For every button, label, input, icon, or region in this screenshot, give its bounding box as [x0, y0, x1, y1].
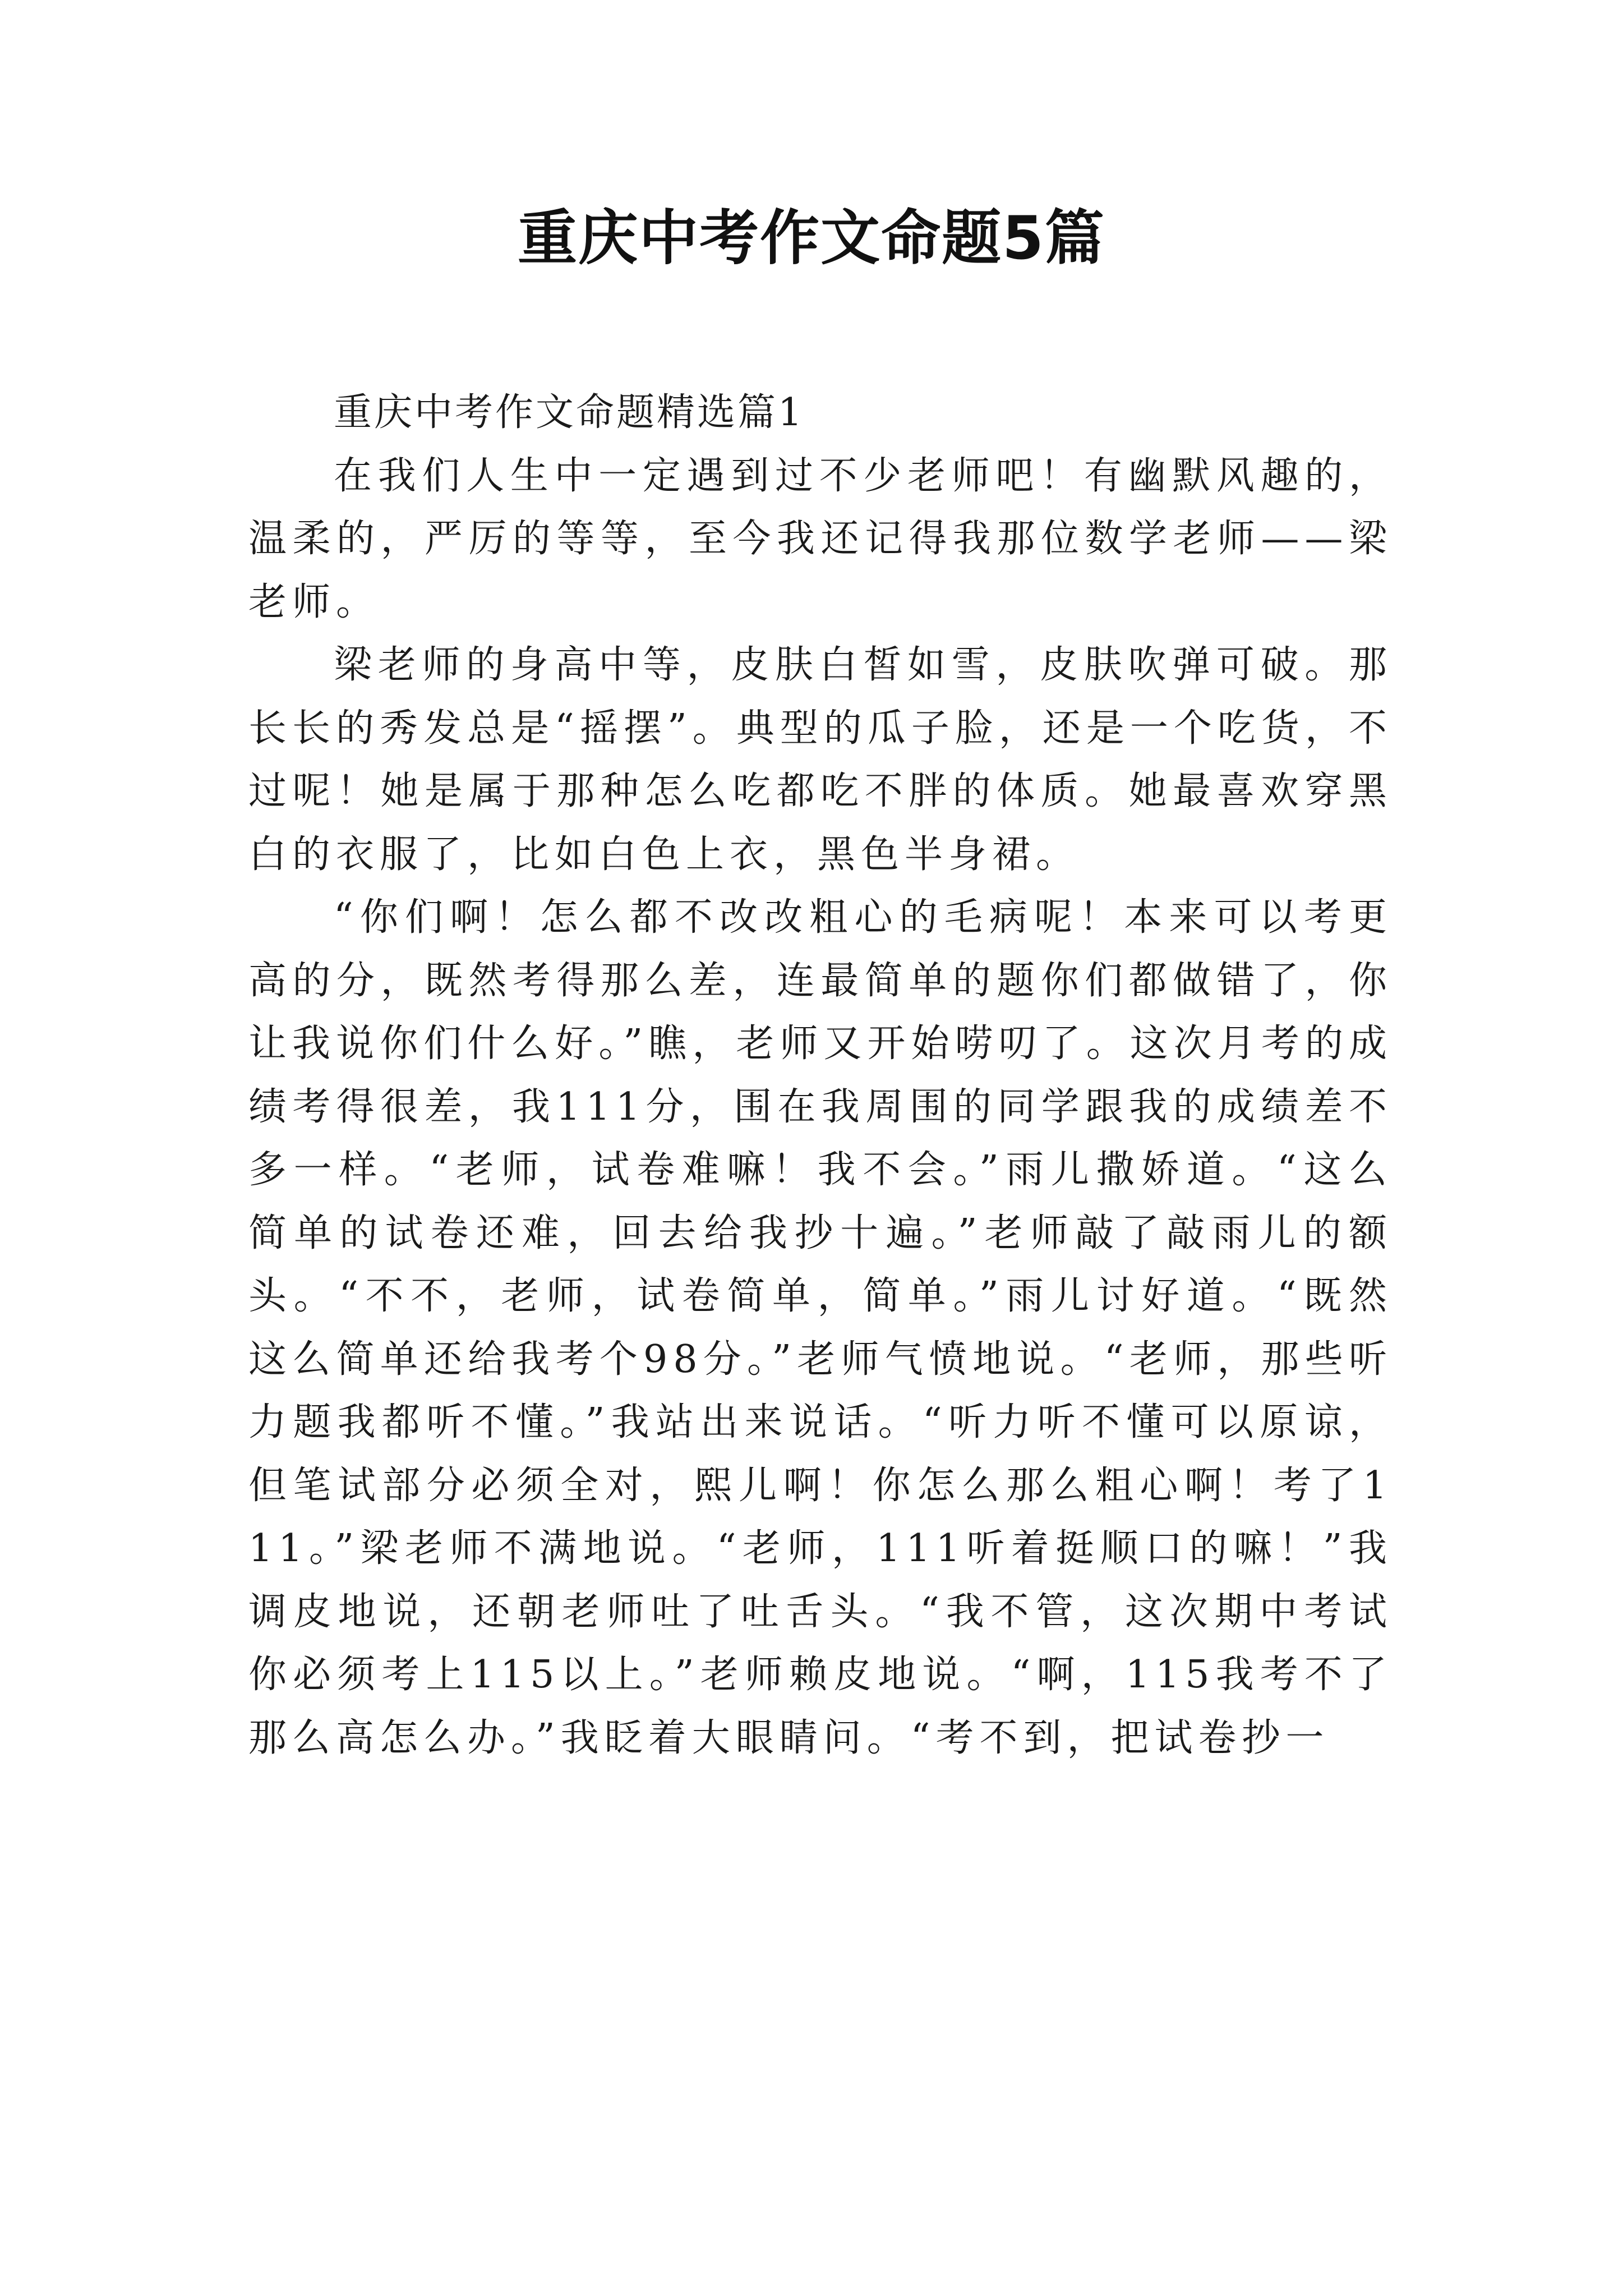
document-title: 重庆中考作文命题5篇 [518, 204, 1105, 273]
paragraph-dialogue: “你们啊！怎么都不改改粗心的毛病呢！本来可以考更高的分，既然考得那么差，连最简单的题你们都做错了，你让我说你们什么好。”瞧，老师又开始唠叨了。这次月考的成绩考得很差，我111分，围在我周围的同学跟我的成绩差不多一样。“老师，试卷难嘛！我不会。”雨儿撒娇道。“这么简单的试卷还难，回去给我抄十遍。”老师敲了敲雨儿的额头。“不不，老师，试卷简单，简单。”雨儿讨好道。“既然这么简单还给我考个98分。”老师气愤地说。“老师，那些听力题我都听不懂。”我站出来说话。“听力听不懂可以原谅，但笔试部分必须全对，熙儿啊！你怎么那么粗心啊！考了111。”梁老师不满地说。“老师，111听着挺顺口的嘛！”我调皮地说，还朝老师吐了吐舌头。“我不管，这次期中考试你必须考上115以上。”老师赖皮地说。“啊，115我考不了那么高怎么办。”我眨着大眼睛问。“考不到，把试卷抄一 [248, 895, 1393, 1760]
paragraph-intro: 在我们人生中一定遇到过不少老师吧！有幽默风趣的，温柔的，严厉的等等，至今我还记得我那位数学老师——梁老师。 [248, 453, 1393, 624]
paragraph-description: 梁老师的身高中等，皮肤白皙如雪，皮肤吹弹可破。那长长的秀发总是“摇摆”。典型的瓜子脸，还是一个吃货，不过呢！她是属于那种怎么吃都吃不胖的体质。她最喜欢穿黑白的衣服了，比如白色上衣，黑色半身裙。 [248, 643, 1393, 877]
document-body [248, 381, 1393, 1770]
section-heading: 重庆中考作文命题精选篇1 [334, 390, 805, 435]
